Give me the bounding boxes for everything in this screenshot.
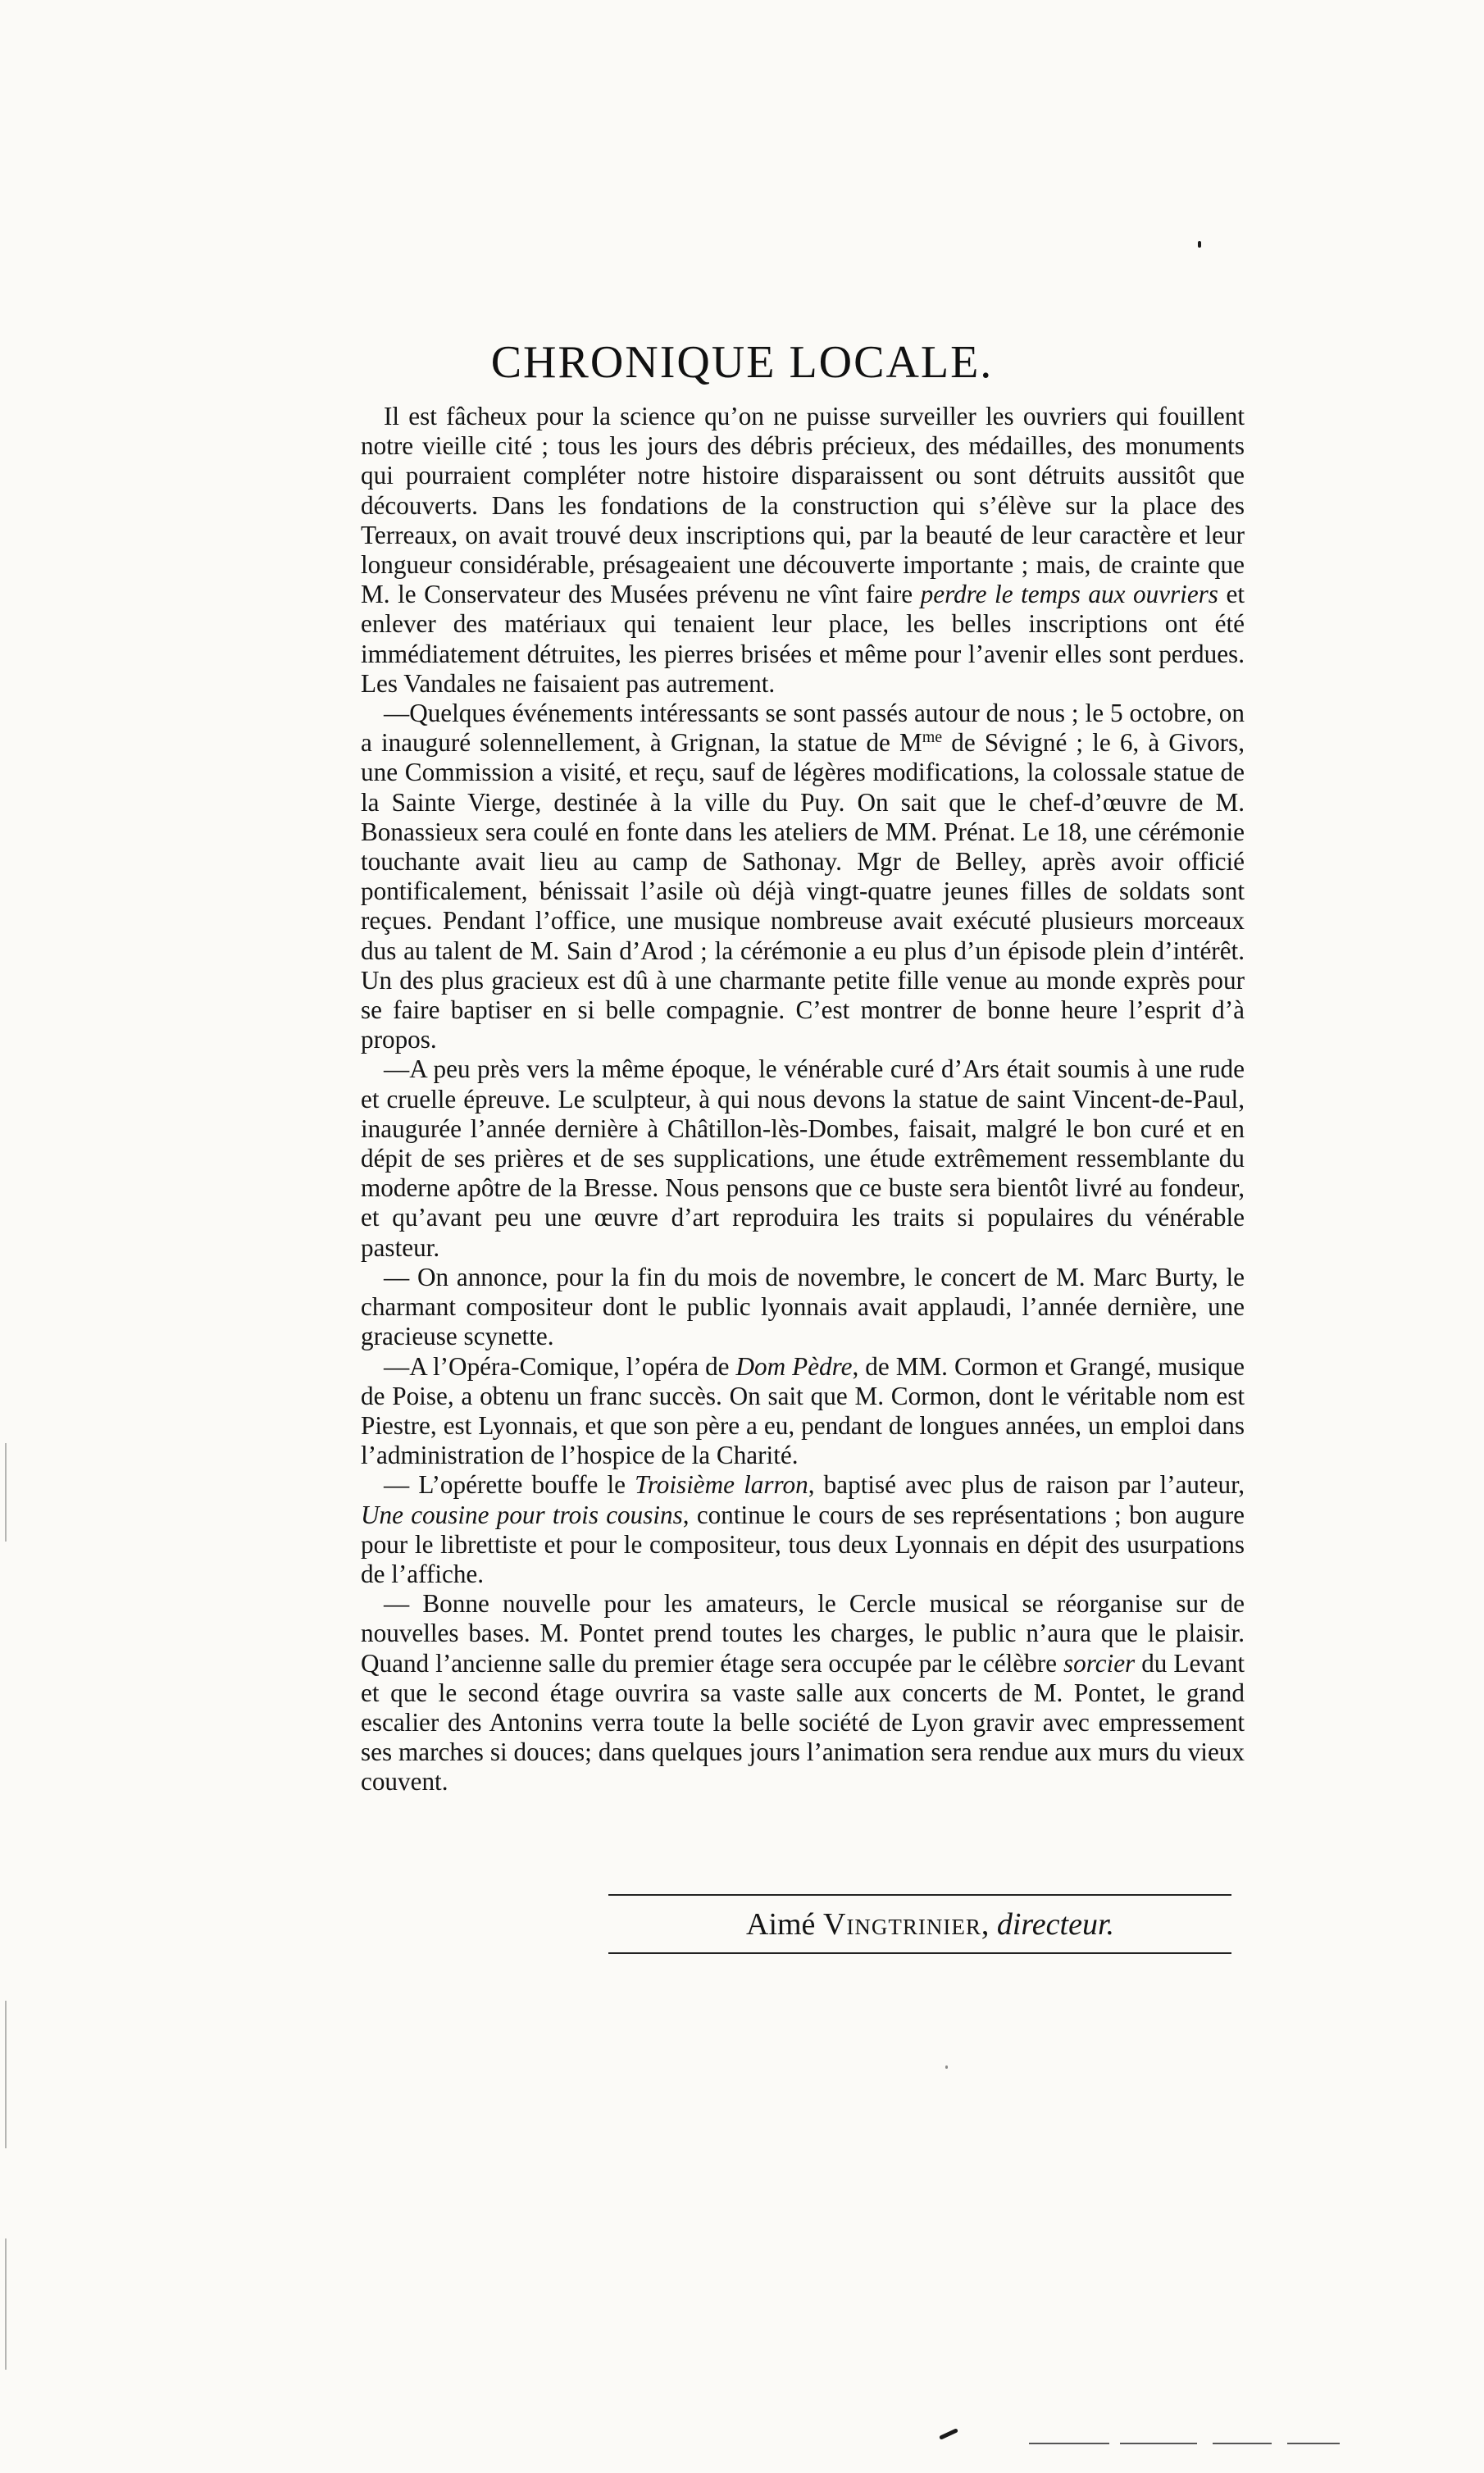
text-run: du Levant et que le second étage ouvrira sa vaste salle aux concerts de M. Pontet, le grand escalier des Antonins verra toute la belle société de Lyon gravir avec empressement ses marches si douces; dans quelques jours l’animation sera rendue aux murs du vieux couvent.	[361, 1648, 1245, 1797]
text-run: — Bonne nouvelle pour les amateurs, le Cercle musical se réorganise sur de nouvelles bases. M. Pontet prend toutes les charges, le public n’aura que le plaisir. Quand l’ancienne salle du premier étage sera occupée par le célèbre	[361, 1589, 1245, 1678]
scan-margin-line	[5, 2238, 7, 2370]
text-run: Il est fâcheux pour la science qu’on ne puisse surveiller les ouvriers qui fouillent notre vieille cité ; tous les jours des débris précieux, des médailles, des monuments qui pourraient compléter notre histoire disparaissent ou sont détruits aussitôt que découverts. Dans les fondations de la construction qui s’élève sur la place des Terreaux, on avait trouvé deux inscriptions qui, par la beauté de leur caractère et leur longueur considérable, présageaient une découverte importante ; mais, de crainte que M. le Conservateur des Musées prévenu ne vînt faire	[361, 402, 1245, 609]
text-run: —A l’Opéra-Comique, l’opéra de	[384, 1351, 736, 1381]
footer-rule-segment	[1120, 2443, 1197, 2444]
text-run: , continue le cours de ses représentations ; bon augure pour le librettiste et pour le compositeur, tous deux Lyonnais en dépit des usurpations de l’affiche.	[361, 1500, 1245, 1588]
footer-rule-segment	[1029, 2443, 1109, 2444]
scan-margin-line	[5, 1443, 7, 1542]
page-title: CHRONIQUE LOCALE.	[490, 337, 994, 388]
signature: Aimé Vingtrinier, directeur.	[746, 1907, 1115, 1942]
paragraph-inscriptions	[361, 402, 1245, 699]
paragraph-cure-ars: —A peu près vers la même époque, le vénérable curé d’Ars était soumis à une rude et cruelle épreuve. Le sculpteur, à qui nous devons la statue de saint Vincent-de-Paul, inaugurée l’année dernière à Châtillon-lès-Dombes, faisait, malgré le bon curé et en dépit de ses prières et de ses supplications, une étude extrêmement ressemblante du moderne apôtre de la Bresse. Nous pensons que ce buste sera bientôt livré au fondeur, et qu’avant peu une œuvre d’art reproduira les traits si populaires du vénérable pasteur.	[361, 1054, 1245, 1262]
footer-rule-segment	[1287, 2443, 1340, 2444]
paragraph-concert: — On annonce, pour la fin du mois de novembre, le concert de M. Marc Burty, le charmant compositeur dont le public lyonnais avait applaudi, l’année dernière, une gracieuse scynette.	[361, 1262, 1245, 1351]
text-run: — L’opérette bouffe le	[384, 1470, 635, 1500]
paragraph-events	[361, 699, 1245, 1054]
signature-top-rule	[608, 1894, 1231, 1896]
paragraph-opera-comique	[361, 1352, 1245, 1471]
signature-role: directeur.	[996, 1907, 1115, 1942]
superscript: me	[922, 728, 943, 747]
text-run: , de MM. Cormon et Grangé, musique de Poise, a obtenu un franc succès. On sait que M. Cormon, dont le véritable nom est Piestre, est Lyonnais, et que son père a eu, pendant de longues années, un emploi dans l’administration de l’hospice de la Charité.	[361, 1351, 1245, 1470]
italic-word: sorcier	[1063, 1648, 1136, 1678]
text-run: , baptisé avec plus de raison par l’auteur,	[808, 1470, 1245, 1500]
ink-mark	[939, 2428, 958, 2440]
chronicle-article	[361, 402, 1245, 1797]
text-run: et enlever des matériaux qui tenaient leur place, les belles inscriptions ont été immédiatement détruites, les pierres brisées et même pour l’avenir elles sont perdues. Les Vandales ne faisaient pas autrement.	[361, 580, 1245, 698]
signature-last-name: Vingtrinier	[822, 1907, 981, 1942]
footer-rule-segment	[1213, 2443, 1272, 2444]
signature-first-name: Aimé	[746, 1907, 816, 1942]
ink-speck	[1198, 241, 1201, 248]
italic-title: Troisième larron	[635, 1470, 808, 1500]
italic-title: Une cousine pour trois cousins	[361, 1500, 683, 1529]
paragraph-operette	[361, 1470, 1245, 1589]
italic-title: Dom Pèdre	[735, 1351, 853, 1381]
scan-margin-line	[5, 2001, 7, 2148]
paragraph-cercle-musical	[361, 1589, 1245, 1797]
text-run: de Sévigné ; le 6, à Givors, une Commission a visité, et reçu, sauf de légères modifications, la colossale statue de la Sainte Vierge, destinée à la ville du Puy. On sait que le chef-d’œuvre de M. Bonassieux sera coulé en fonte dans les ateliers de MM. Prénat. Le 18, une cérémonie touchante avait lieu au camp de Sathonay. Mgr de Belley, après avoir officié pontificalement, bénissait l’asile où déjà vingt-quatre jeunes filles de soldats sont reçues. Pendant l’office, une musique nombreuse avait exécuté plusieurs morceaux dus au talent de M. Sain d’Arod ; la cérémonie a eu plus d’un épisode plein d’intérêt. Un des plus gracieux est dû à une charmante petite fille venue au monde exprès pour se faire baptiser en si belle compagnie. C’est montrer de bonne heure l’esprit d’à propos.	[361, 728, 1245, 1054]
text-run: —Quelques événements intéressants se sont passés autour de nous ; le 5 octobre, on a inauguré solennellement, à Grignan, la statue de M	[361, 699, 1245, 758]
ink-speck	[945, 2065, 948, 2069]
signature-bottom-rule	[608, 1952, 1231, 1954]
italic-phrase: perdre le temps aux ouvriers	[920, 580, 1218, 609]
